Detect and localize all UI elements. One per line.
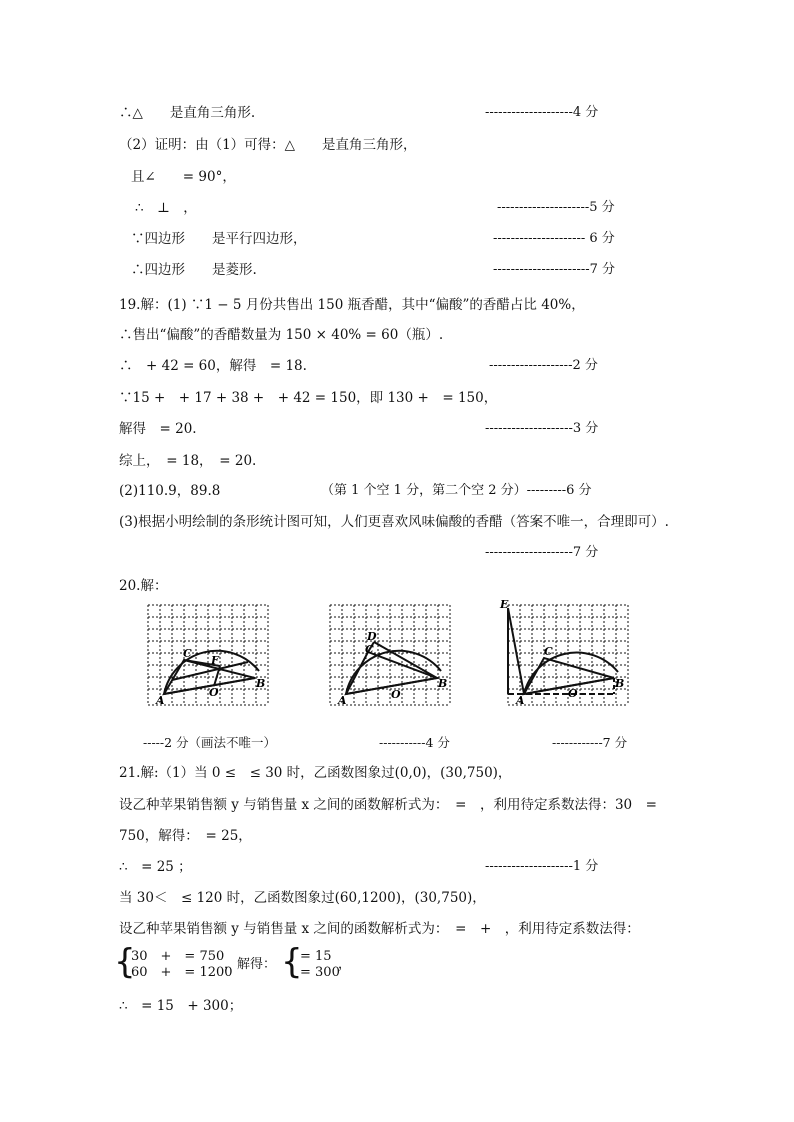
line-4: ∴ ⊥ ， bbox=[135, 200, 197, 216]
score-1: --------------------1 分 bbox=[485, 859, 599, 874]
line-8: ∴售出“偏酸”的香醋数量为 150 × 40% = 60（瓶）. bbox=[119, 327, 444, 343]
line-6: ∴四边形 是菱形. bbox=[131, 262, 257, 278]
label-C: C bbox=[365, 643, 374, 656]
label-O: O bbox=[568, 687, 578, 700]
system-solve-label: ，解得： bbox=[224, 957, 277, 972]
solution-2: = 300 bbox=[300, 965, 340, 980]
solution-1: = 15 bbox=[300, 949, 332, 964]
figure-2 bbox=[324, 600, 459, 712]
line-19: 750，解得： = 25， bbox=[119, 828, 252, 844]
fig2-caption: -----------4 分 bbox=[379, 735, 450, 750]
score-3: --------------------3 分 bbox=[485, 421, 599, 436]
label-O: O bbox=[391, 688, 401, 701]
system-eq-2: 60 + = 1200 bbox=[131, 965, 233, 980]
label-A: A bbox=[338, 694, 347, 707]
label-C: C bbox=[183, 647, 192, 660]
line-5: ∵四边形 是平行四边形， bbox=[131, 231, 307, 247]
score-4: --------------------4 分 bbox=[485, 105, 599, 120]
line-7: 19.解：(1) ∵1 − 5 月份共售出 150 瓶香醋，其中“偏酸”的香醋占比 40%， bbox=[119, 297, 585, 313]
figure-1 bbox=[142, 600, 277, 712]
figure-3 bbox=[494, 596, 634, 712]
line-22: 设乙种苹果销售额 y 与销售量 x 之间的函数解析式为： = + ，利用待定系数法得： bbox=[119, 921, 640, 937]
line-16: 20.解： bbox=[119, 578, 168, 594]
line-2: （2）证明：由（1）可得：△ 是直角三角形， bbox=[119, 137, 417, 153]
label-B: B bbox=[256, 677, 266, 690]
label-B: B bbox=[615, 677, 625, 690]
label-B: B bbox=[438, 677, 448, 690]
score-6: --------------------- 6 分 bbox=[493, 231, 615, 246]
label-D: D bbox=[367, 630, 377, 643]
line-17: 21.解:（1）当 0 ≤ ≤ 30 时，乙函数图象过(0,0)，(30,750)， bbox=[119, 765, 512, 781]
line-11: 解得 = 20. bbox=[119, 421, 197, 437]
line-1: ∴△ 是直角三角形. bbox=[119, 105, 256, 121]
line-13: (2)110.9，89.8 bbox=[119, 483, 221, 499]
line-14: (3)根据小明绘制的条形统计图可知，人们更喜欢风味偏酸的香醋（答案不唯一，合理即可）. bbox=[119, 514, 669, 530]
line-3: 且∠ = 90°， bbox=[131, 169, 236, 185]
system-eq-1: 30 + = 750 bbox=[131, 949, 225, 964]
label-E: E bbox=[500, 598, 509, 611]
line-12: 综上， = 18， = 20. bbox=[119, 453, 257, 469]
label-C: C bbox=[544, 645, 553, 658]
fig3-caption: ------------7 分 bbox=[552, 735, 628, 750]
line-21: 当 30＜ ≤ 120 时，乙函数图象过(60,1200)，(30,750)， bbox=[119, 890, 486, 906]
label-A: A bbox=[516, 694, 525, 707]
line-20: ∴ = 25 ； bbox=[119, 859, 192, 875]
system-end: ， bbox=[338, 957, 352, 972]
label-A: A bbox=[156, 694, 165, 707]
label-F: F bbox=[211, 654, 219, 667]
fig1-caption: -----2 分（画法不唯一） bbox=[143, 735, 277, 750]
line-18: 设乙种苹果销售额 y 与销售量 x 之间的函数解析式为： = ，利用待定系数法得：30 = bbox=[119, 797, 657, 813]
score-7a: ----------------------7 分 bbox=[493, 262, 616, 277]
score-note-6: （第 1 个空 1 分，第二个空 2 分）---------6 分 bbox=[321, 483, 592, 498]
score-7b: --------------------7 分 bbox=[485, 545, 599, 560]
line-9: ∴ + 42 = 60，解得 = 18. bbox=[119, 358, 307, 374]
score-2: -------------------2 分 bbox=[489, 358, 598, 373]
brace-left: { bbox=[114, 942, 136, 982]
line-10: ∵15 + + 17 + 38 + + 42 = 150，即 130 + = 150， bbox=[119, 390, 498, 406]
label-O: O bbox=[209, 686, 219, 699]
score-5: ---------------------5 分 bbox=[497, 200, 615, 215]
brace-right: { bbox=[281, 942, 303, 982]
line-23: ∴ = 15 + 300； bbox=[119, 998, 243, 1014]
